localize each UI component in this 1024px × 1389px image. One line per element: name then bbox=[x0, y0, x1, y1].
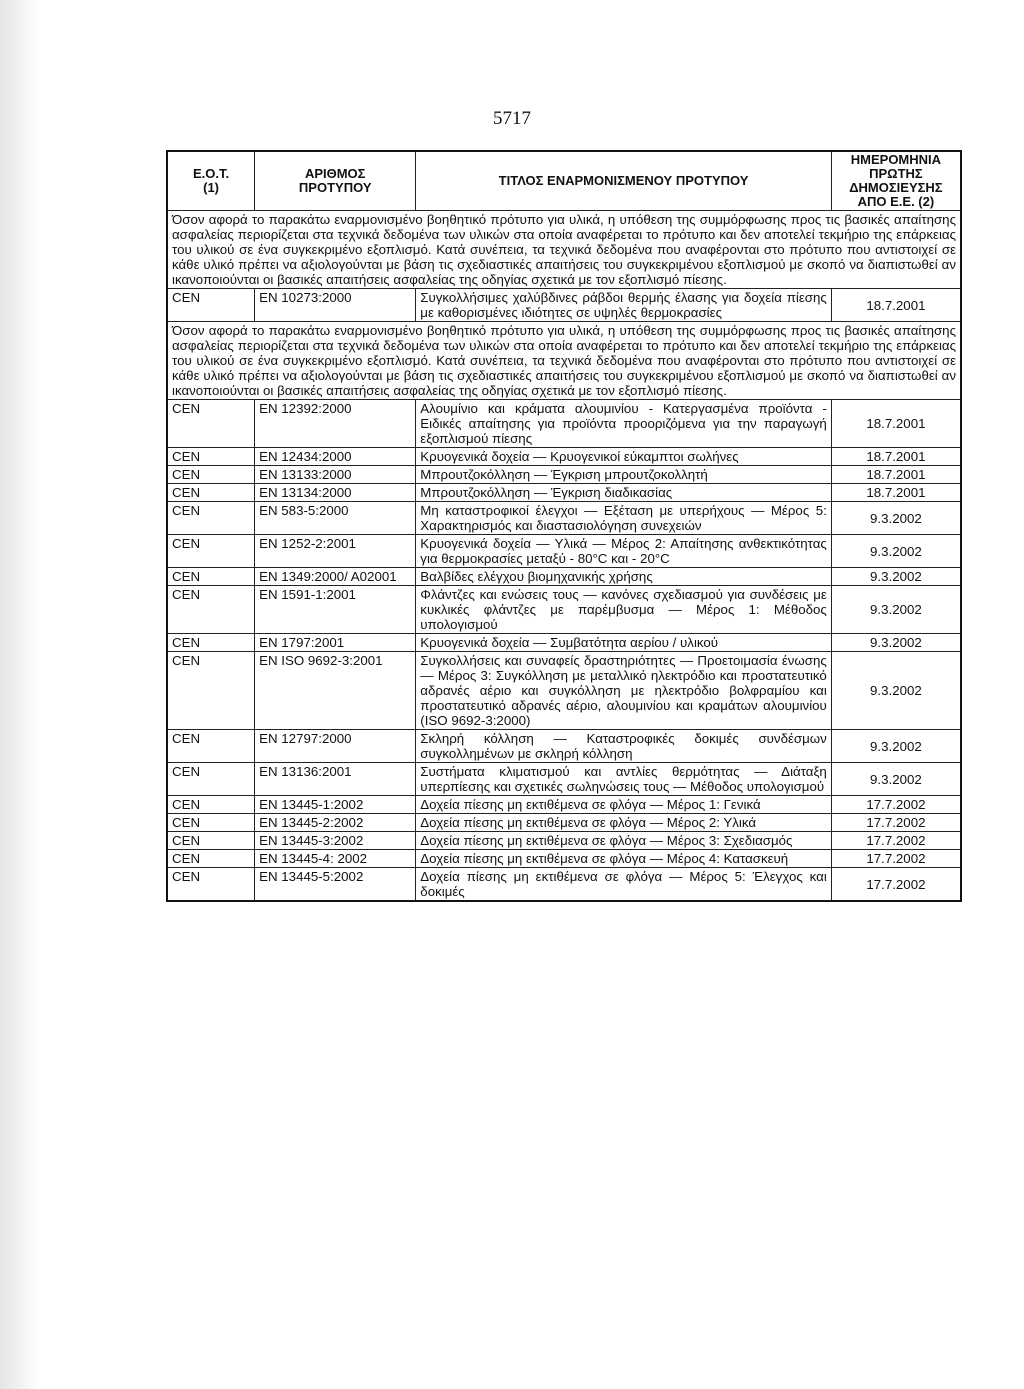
row-title: Δοχεία πίεσης μη εκτιθέμενα σε φλόγα — Μέρος 5: Έλεγχος και δοκιμές bbox=[416, 868, 832, 902]
header-publication-date: ΗΜΕΡΟΜΗΝΙΑ ΠΡΩΤΗΣ ΔΗΜΟΣΙΕΥΣΗΣ ΑΠΟ Ε.Ε. (2) bbox=[831, 151, 961, 211]
row-title: Δοχεία πίεσης μη εκτιθέμενα σε φλόγα — Μέρος 4: Κατασκευή bbox=[416, 850, 832, 868]
row-org: CEN bbox=[167, 289, 255, 322]
table-row bbox=[167, 868, 961, 902]
row-number: EN 13136:2001 bbox=[255, 763, 416, 796]
row-org: CEN bbox=[167, 502, 255, 535]
row-title: Συστήματα κλιματισμού και αντλίες θερμότητας — Διάταξη υπερπίεσης και σχετικές σωληνώσεις τους — Μέθοδος υπολογισμού bbox=[416, 763, 832, 796]
row-title: Φλάντζες και ενώσεις τους — κανόνες σχεδιασμού για συνδέσεις με κυκλικές φλάντζες με παρέμβυσμα — Μέρος 1: Μέθοδος υπολογισμού bbox=[416, 586, 832, 634]
row-title: Δοχεία πίεσης μη εκτιθέμενα σε φλόγα — Μέρος 1: Γενικά bbox=[416, 796, 832, 814]
table-row bbox=[167, 814, 961, 832]
row-title: Δοχεία πίεσης μη εκτιθέμενα σε φλόγα — Μέρος 3: Σχεδιασμός bbox=[416, 832, 832, 850]
row-org: CEN bbox=[167, 586, 255, 634]
header-standard-title: ΤΙΤΛΟΣ ΕΝΑΡΜΟΝΙΣΜΕΝΟΥ ΠΡΟΤΥΠΟΥ bbox=[416, 151, 832, 211]
row-number: EN 583-5:2000 bbox=[255, 502, 416, 535]
note-text: Όσον αφορά το παρακάτω εναρμονισμένο βοηθητικό πρότυπο για υλικά, η υπόθεση της συμμόρφωσης προς τις βασικές απαίτησης ασφαλείας περιορίζεται στα τεχνικά δεδομένα των υλικών στα οποία αναφέρεται το πρότυπο και δεν αποτελεί τεκμήριο της επάρκειας του υλικού σε ένα συγκεκριμένο εξοπλισμό. Κατά συνέπεια, τα τεχνικά δεδομένα που αναφέρονται στο πρότυπο που αντιστοιχεί σε κάθε υλικό πρέπει να αξιολογούνται με βάση τις σχεδιαστικές απαιτήσεις του συγκεκριμένου εξοπλισμού με σκοπό να διαπιστωθεί αν ικανοποιούνται οι βασικές απαιτήσεις ασφαλείας της οδηγίας σχετικά με τον εξοπλισμό πίεσης. bbox=[167, 211, 961, 289]
note-text: Όσον αφορά το παρακάτω εναρμονισμένο βοηθητικό πρότυπο για υλικά, η υπόθεση της συμμόρφωσης προς τις βασικές απαίτησης ασφαλείας περιορίζεται στα τεχνικά δεδομένα των υλικών στα οποία αναφέρεται το πρότυπο και δεν αποτελεί τεκμήριο της επάρκειας του υλικού σε ένα συγκεκριμένο εξοπλισμό. Κατά συνέπεια, τα τεχνικά δεδομένα που αναφέρονται στο πρότυπο που αντιστοιχεί σε κάθε υλικό πρέπει να αξιολογούνται με βάση τις σχεδιαστικές απαιτήσεις του συγκεκριμένου εξοπλισμού με σκοπό να διαπιστωθεί αν ικανοποιούνται οι βασικές απαιτήσεις ασφαλείας της οδηγίας σχετικά με τον εξοπλισμό πίεσης. bbox=[167, 322, 961, 400]
row-number: EN 1797:2001 bbox=[255, 634, 416, 652]
row-number: EN 13445-1:2002 bbox=[255, 796, 416, 814]
row-date: 17.7.2002 bbox=[831, 796, 961, 814]
table-row bbox=[167, 535, 961, 568]
row-title: Μπρουτζοκόλληση — Έγκριση μπρουτζοκολλητή bbox=[416, 466, 832, 484]
row-date: 17.7.2002 bbox=[831, 868, 961, 902]
row-date: 9.3.2002 bbox=[831, 652, 961, 730]
table-row bbox=[167, 400, 961, 448]
row-number: EN 12434:2000 bbox=[255, 448, 416, 466]
row-number: EN 1591-1:2001 bbox=[255, 586, 416, 634]
row-title: Συγκολλήσιμες χαλύβδινες ράβδοι θερμής έλασης για δοχεία πίεσης με καθορισμένες ιδιότητες σε υψηλές θερμοκρασίες bbox=[416, 289, 832, 322]
row-org: CEN bbox=[167, 634, 255, 652]
row-date: 18.7.2001 bbox=[831, 400, 961, 448]
row-org: CEN bbox=[167, 568, 255, 586]
row-org: CEN bbox=[167, 814, 255, 832]
row-date: 18.7.2001 bbox=[831, 448, 961, 466]
row-org: CEN bbox=[167, 466, 255, 484]
row-number: EN 1349:2000/ A02001 bbox=[255, 568, 416, 586]
row-title: Σκληρή κόλληση — Καταστροφικές δοκιμές συνδέσμων συγκολλημένων με σκληρή κόλληση bbox=[416, 730, 832, 763]
row-number: EN 13445-2:2002 bbox=[255, 814, 416, 832]
page-number: 5717 bbox=[493, 108, 531, 129]
row-org: CEN bbox=[167, 796, 255, 814]
row-org: CEN bbox=[167, 868, 255, 902]
row-date: 17.7.2002 bbox=[831, 814, 961, 832]
row-number: EN 12797:2000 bbox=[255, 730, 416, 763]
row-title: Κρυογενικά δοχεία — Συμβατότητα αερίου / υλικού bbox=[416, 634, 832, 652]
row-title: Συγκολλήσεις και συναφείς δραστηριότητες — Προετοιμασία ένωσης — Μέρος 3: Συγκόλληση με μεταλλικό ηλεκτρόδιο και προστατευτικό αδρανές αέριο και συγκόλληση με ηλεκτρόδιο βολφραμίου και προστατευτικό αδρανές αέριο, αλουμινίου και κραμάτων αλουμινίου (ISO 9692-3:2000) bbox=[416, 652, 832, 730]
row-number: EN 13445-3:2002 bbox=[255, 832, 416, 850]
row-date: 18.7.2001 bbox=[831, 484, 961, 502]
table-row bbox=[167, 832, 961, 850]
standards-table bbox=[166, 150, 962, 902]
row-date: 17.7.2002 bbox=[831, 850, 961, 868]
header-eot: Ε.Ο.Τ. (1) bbox=[167, 151, 255, 211]
row-date: 9.3.2002 bbox=[831, 634, 961, 652]
row-title: Μη καταστροφικοί έλεγχοι — Εξέταση με υπερήχους — Μέρος 5: Χαρακτηρισμός και διαστασιολόγηση συνεχειών bbox=[416, 502, 832, 535]
row-number: EN 13134:2000 bbox=[255, 484, 416, 502]
note-row bbox=[167, 322, 961, 400]
table-header-row bbox=[167, 151, 961, 211]
table-row bbox=[167, 586, 961, 634]
row-org: CEN bbox=[167, 535, 255, 568]
standards-rows bbox=[167, 400, 961, 902]
row-title: Δοχεία πίεσης μη εκτιθέμενα σε φλόγα — Μέρος 2: Υλικά bbox=[416, 814, 832, 832]
row-date: 18.7.2001 bbox=[831, 289, 961, 322]
note-row bbox=[167, 211, 961, 289]
row-number: EN 13445-4: 2002 bbox=[255, 850, 416, 868]
row-date: 17.7.2002 bbox=[831, 832, 961, 850]
table-row bbox=[167, 568, 961, 586]
table-row bbox=[167, 796, 961, 814]
row-date: 9.3.2002 bbox=[831, 502, 961, 535]
table-row bbox=[167, 763, 961, 796]
row-number: EN 10273:2000 bbox=[255, 289, 416, 322]
row-date: 18.7.2001 bbox=[831, 466, 961, 484]
scan-edge-shadow bbox=[0, 0, 40, 1389]
row-date: 9.3.2002 bbox=[831, 763, 961, 796]
row-title: Μπρουτζοκόλληση — Έγκριση διαδικασίας bbox=[416, 484, 832, 502]
table-row bbox=[167, 502, 961, 535]
row-number: EN ISO 9692-3:2001 bbox=[255, 652, 416, 730]
row-title: Κρυογενικά δοχεία — Υλικά — Μέρος 2: Απαίτησης ανθεκτικότητας για θερμοκρασίες μεταξύ - 80°C και - 20°C bbox=[416, 535, 832, 568]
row-org: CEN bbox=[167, 484, 255, 502]
row-org: CEN bbox=[167, 730, 255, 763]
table-row bbox=[167, 289, 961, 322]
row-org: CEN bbox=[167, 832, 255, 850]
table-row bbox=[167, 730, 961, 763]
table-row bbox=[167, 466, 961, 484]
row-org: CEN bbox=[167, 652, 255, 730]
row-number: EN 1252-2:2001 bbox=[255, 535, 416, 568]
row-org: CEN bbox=[167, 763, 255, 796]
header-standard-number: ΑΡΙΘΜΟΣ ΠΡΟΤΥΠΟΥ bbox=[255, 151, 416, 211]
table-row bbox=[167, 484, 961, 502]
row-date: 9.3.2002 bbox=[831, 730, 961, 763]
row-title: Αλουμίνιο και κράματα αλουμινίου - Κατεργασμένα προϊόντα - Ειδικές απαίτησης για προϊόντα προοριζόμενα για την παραγωγή εξοπλισμού πίεσης bbox=[416, 400, 832, 448]
row-number: EN 13445-5:2002 bbox=[255, 868, 416, 902]
row-number: EN 13133:2000 bbox=[255, 466, 416, 484]
table-row bbox=[167, 850, 961, 868]
table-row bbox=[167, 652, 961, 730]
row-date: 9.3.2002 bbox=[831, 586, 961, 634]
row-date: 9.3.2002 bbox=[831, 535, 961, 568]
row-date: 9.3.2002 bbox=[831, 568, 961, 586]
row-title: Βαλβίδες ελέγχου βιομηχανικής χρήσης bbox=[416, 568, 832, 586]
table-row bbox=[167, 448, 961, 466]
row-org: CEN bbox=[167, 850, 255, 868]
row-org: CEN bbox=[167, 400, 255, 448]
row-title: Κρυογενικά δοχεία — Κρυογενικοί εύκαμπτοι σωλήνες bbox=[416, 448, 832, 466]
row-number: EN 12392:2000 bbox=[255, 400, 416, 448]
row-org: CEN bbox=[167, 448, 255, 466]
table-row bbox=[167, 634, 961, 652]
